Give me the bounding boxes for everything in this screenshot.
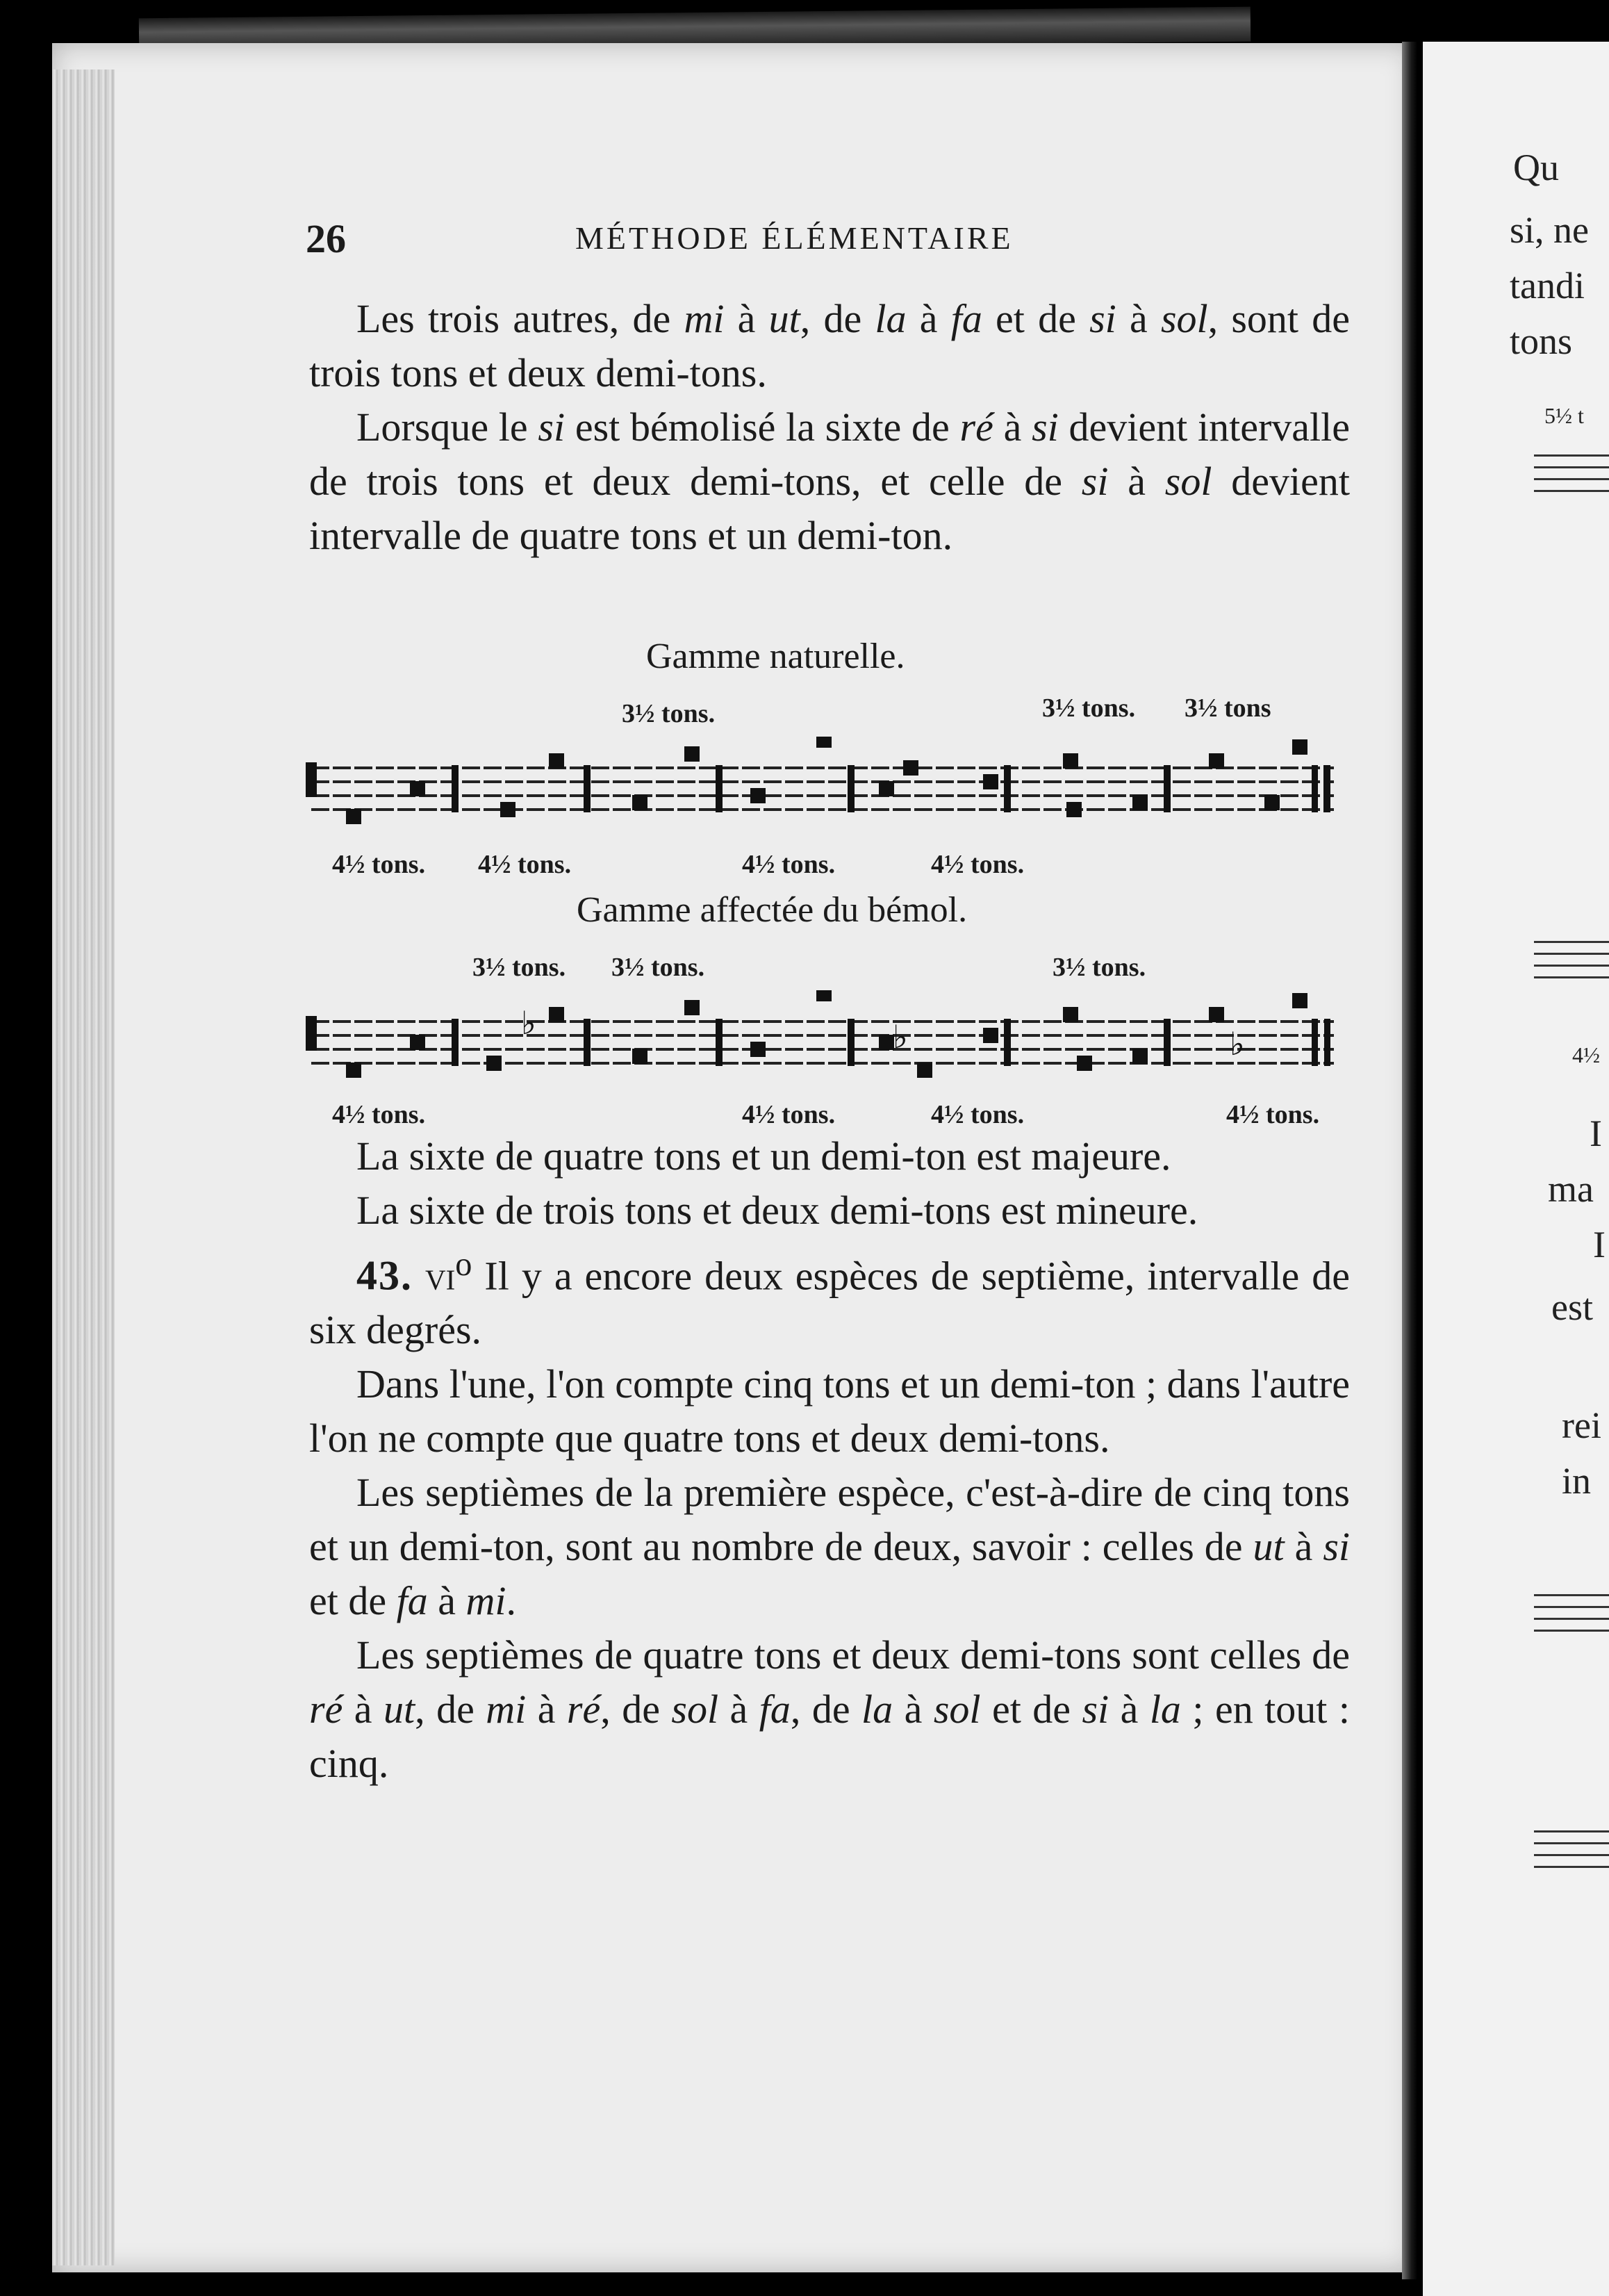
italic-note-name: sol <box>1164 459 1212 504</box>
final-bar <box>1324 765 1330 812</box>
tone-label: 3½ tons. <box>472 953 566 982</box>
text-run: est bémolisé la sixte de <box>565 404 960 450</box>
final-bar <box>1312 1019 1318 1066</box>
square-note <box>917 1063 932 1078</box>
facing-fragment: tandi <box>1510 265 1585 306</box>
bar-line <box>452 765 459 812</box>
square-note <box>410 781 425 796</box>
bar-line <box>1004 1019 1011 1066</box>
facing-fragment: I <box>1590 1113 1602 1154</box>
text-run: Dans l'une, l'on compte cinq tons et un demi-ton ; dans l'autre l'on ne compte que quatre tons et deux demi-tons. <box>309 1361 1350 1461</box>
text-run: , de <box>790 1687 862 1732</box>
paragraph <box>309 1466 1350 1628</box>
paragraph <box>309 292 1350 400</box>
tone-label: 4½ tons. <box>931 850 1025 879</box>
square-note <box>1066 802 1082 817</box>
square-note <box>549 1007 564 1022</box>
text-run: et de <box>309 1578 397 1624</box>
paragraph <box>309 1628 1350 1791</box>
square-note <box>410 1035 425 1050</box>
text-run: à <box>526 1687 567 1732</box>
text-run: , de <box>600 1687 672 1732</box>
text-block-bottom <box>309 1129 1350 1791</box>
facing-fragment: I <box>1593 1224 1606 1265</box>
bar-line <box>848 765 855 812</box>
text-run: Les septièmes de quatre tons et deux demi-tons sont celles de <box>356 1632 1350 1678</box>
square-note <box>1063 753 1078 769</box>
text-run: à <box>1284 1524 1323 1570</box>
text-run: devient intervalle de trois tons et deux demi-tons, et celle de <box>309 404 1350 504</box>
square-note <box>1132 795 1148 810</box>
square-note <box>549 753 564 769</box>
text-run: Lorsque le <box>356 404 538 450</box>
square-note <box>632 1049 647 1064</box>
square-note <box>983 774 998 789</box>
italic-note-name: si <box>538 404 566 450</box>
facing-staff <box>1534 1584 1609 1640</box>
tone-label: 4½ tons. <box>1226 1100 1320 1129</box>
text-run: , sont de trois tons et deux demi-tons. <box>309 296 1350 395</box>
facing-fragment: est <box>1551 1286 1593 1328</box>
square-note <box>632 795 647 810</box>
text-run: à <box>343 1687 383 1732</box>
flat-icon: ♭ <box>1230 1025 1245 1063</box>
text-run: à <box>427 1578 466 1624</box>
italic-note-name: si <box>1081 459 1109 504</box>
page-number: 26 <box>306 216 346 261</box>
facing-fragment: 4½ <box>1572 1042 1600 1067</box>
text-run: Les septièmes de la première espèce, c'est-à-dire de cinq tons et un demi-ton, sont au nombre de deux, savoir : celles de <box>309 1470 1350 1570</box>
text-block-top <box>309 292 1350 563</box>
square-note <box>1063 1007 1078 1022</box>
paragraph <box>309 1129 1350 1183</box>
bar-line <box>1164 1019 1171 1066</box>
text-run: Les trois autres, de <box>356 296 684 341</box>
square-note <box>750 788 766 803</box>
italic-note-name: mi <box>684 296 725 341</box>
final-bar <box>1324 1019 1330 1066</box>
paragraph <box>309 400 1350 563</box>
paragraph <box>309 1238 1350 1357</box>
italic-note-name: sol <box>1160 296 1208 341</box>
running-head <box>306 215 1348 264</box>
square-note <box>750 1042 766 1057</box>
italic-note-name: ut <box>383 1687 415 1732</box>
italic-note-name: ré <box>566 1687 601 1732</box>
italic-note-name: mi <box>486 1687 527 1732</box>
facing-fragment: Qu <box>1513 147 1559 188</box>
text-run: devient intervalle de quatre tons et un demi-ton. <box>309 459 1350 558</box>
facing-staff <box>1534 445 1609 500</box>
text-run: et de <box>982 296 1090 341</box>
tone-label: 4½ tons. <box>742 1100 836 1129</box>
roman-numeral: vi <box>425 1253 456 1299</box>
section-number: 43. <box>356 1252 413 1299</box>
square-note <box>1292 739 1307 755</box>
flat-icon: ♭ <box>893 1018 908 1056</box>
text-run: La sixte de quatre tons et un demi-ton est majeure. <box>356 1133 1171 1179</box>
tone-label: 3½ tons <box>1185 694 1271 723</box>
text-run: à <box>1116 296 1161 341</box>
text-run: à <box>893 1687 934 1732</box>
text-run: et de <box>980 1687 1082 1732</box>
square-note <box>1264 795 1280 810</box>
square-note <box>486 1056 502 1071</box>
tone-label: 3½ tons. <box>611 953 705 982</box>
square-note <box>1132 1049 1148 1064</box>
text-run <box>413 1253 425 1298</box>
italic-note-name: si <box>1323 1524 1350 1570</box>
italic-note-name: la <box>861 1687 893 1732</box>
italic-note-name: si <box>1089 296 1116 341</box>
square-note <box>816 990 832 1001</box>
italic-note-name: ut <box>768 296 800 341</box>
square-note <box>346 809 361 824</box>
facing-fragment: rei <box>1562 1404 1601 1446</box>
text-run: , de <box>800 296 875 341</box>
book-gutter <box>1402 42 1417 2279</box>
bar-line <box>1164 765 1171 812</box>
square-note <box>903 760 918 776</box>
tone-label: 3½ tons. <box>1053 953 1146 982</box>
tone-label: 4½ tons. <box>742 850 836 879</box>
tone-label: 3½ tons. <box>622 699 716 728</box>
italic-note-name: mi <box>465 1578 506 1624</box>
italic-note-name: si <box>1082 1687 1109 1732</box>
bar-line <box>716 765 723 812</box>
final-bar <box>1312 765 1318 812</box>
facing-fragment: in <box>1562 1460 1592 1502</box>
paragraph <box>309 1183 1350 1238</box>
tone-label: 4½ tons. <box>478 850 572 879</box>
italic-note-name: la <box>1149 1687 1181 1732</box>
square-note <box>500 802 515 817</box>
music-staff-flat <box>306 990 1348 1101</box>
text-run: à <box>906 296 951 341</box>
italic-note-name: fa <box>950 296 982 341</box>
text-run: à <box>724 296 769 341</box>
text-run: , de <box>415 1687 486 1732</box>
clef-icon <box>306 1016 317 1051</box>
facing-fragment: ma <box>1548 1168 1594 1210</box>
facing-staff <box>1534 931 1609 987</box>
facing-page <box>1423 42 1609 2296</box>
italic-note-name: la <box>875 296 907 341</box>
italic-note-name: ré <box>959 404 993 450</box>
italic-note-name: ré <box>309 1687 343 1732</box>
text-run: à <box>1108 459 1165 504</box>
square-note <box>684 1000 700 1015</box>
square-note <box>1077 1056 1092 1071</box>
tone-label: 4½ tons. <box>332 850 426 879</box>
square-note <box>879 1035 894 1050</box>
scale-title-flat: Gamme affectée du bémol. <box>577 890 968 930</box>
italic-note-name: si <box>1032 404 1059 450</box>
page-header-title: MÉTHODE ÉLÉMENTAIRE <box>575 220 1014 256</box>
italic-note-name: sol <box>933 1687 981 1732</box>
facing-staff <box>1534 1821 1609 1876</box>
square-note <box>1209 1007 1224 1022</box>
bar-line <box>716 1019 723 1066</box>
text-run: à <box>1109 1687 1150 1732</box>
italic-note-name: ut <box>1253 1524 1285 1570</box>
text-run: La sixte de trois tons et deux demi-tons est mineure. <box>356 1188 1198 1233</box>
square-note <box>1209 753 1224 769</box>
square-note <box>684 746 700 762</box>
clef-icon <box>306 762 317 797</box>
music-staff-natural <box>306 737 1348 848</box>
italic-note-name: fa <box>396 1578 428 1624</box>
text-run: Il y a encore deux espèces de septième, intervalle de six degrés. <box>309 1253 1351 1353</box>
superscript: o <box>455 1246 472 1283</box>
bar-line <box>452 1019 459 1066</box>
bar-line <box>1004 765 1011 812</box>
scale-title-natural: Gamme naturelle. <box>646 637 905 676</box>
square-note <box>346 1063 361 1078</box>
bar-line <box>848 1019 855 1066</box>
italic-note-name: fa <box>759 1687 791 1732</box>
text-run: . <box>506 1578 516 1624</box>
facing-fragment: si, ne <box>1510 209 1589 251</box>
text-run: à <box>993 404 1032 450</box>
tone-label: 4½ tons. <box>931 1100 1025 1129</box>
text-run: à <box>718 1687 759 1732</box>
bar-line <box>584 1019 591 1066</box>
text-run: ; en tout : cinq. <box>309 1687 1350 1787</box>
tone-label: 4½ tons. <box>332 1100 426 1129</box>
square-note <box>1292 993 1307 1008</box>
bar-line <box>584 765 591 812</box>
page-stack-edges <box>52 69 115 2265</box>
square-note <box>879 781 894 796</box>
facing-fragment: 5½ t <box>1544 403 1584 428</box>
tone-label: 3½ tons. <box>1042 694 1136 723</box>
square-note <box>983 1028 998 1043</box>
facing-fragment: tons <box>1510 320 1573 362</box>
square-note <box>816 737 832 748</box>
flat-icon: ♭ <box>521 1004 536 1042</box>
italic-note-name: sol <box>671 1687 719 1732</box>
paragraph <box>309 1357 1350 1466</box>
